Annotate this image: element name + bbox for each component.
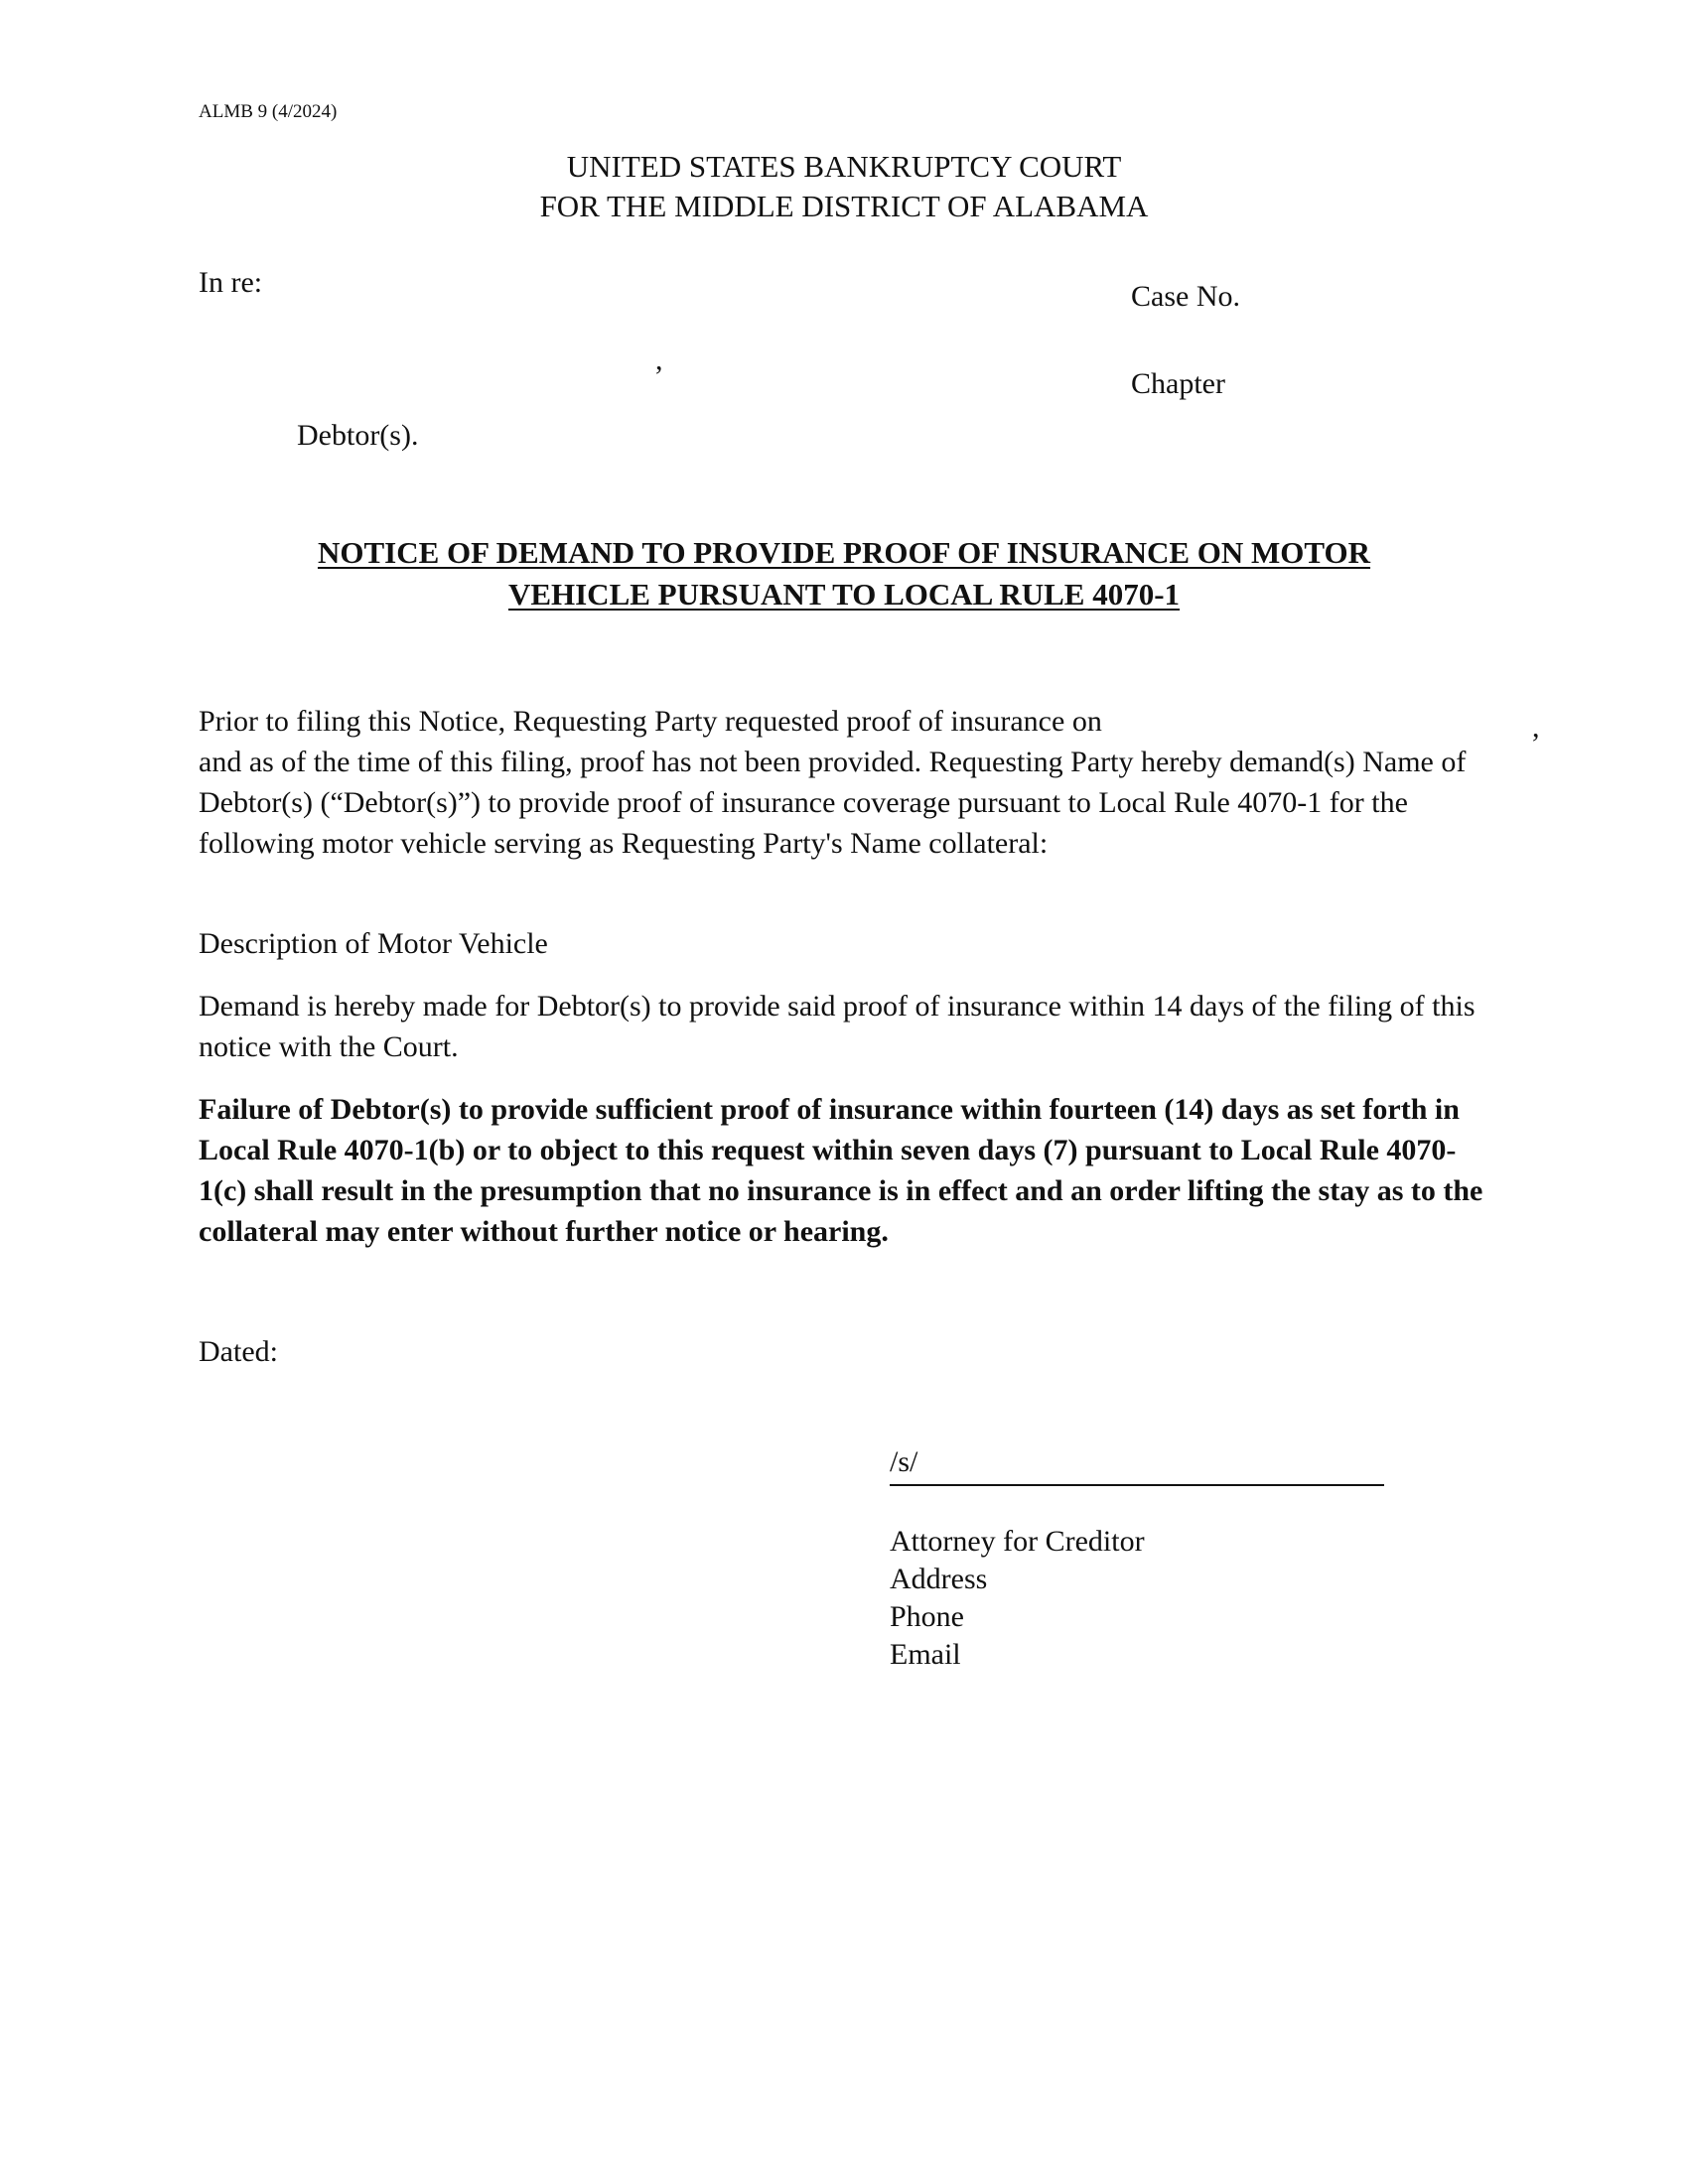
request-paragraph-lead: Prior to filing this Notice, Requesting Party requested proof of insurance on — [199, 705, 1102, 738]
attorney-phone: Phone — [890, 1600, 964, 1633]
attorney-email: Email — [890, 1638, 961, 1671]
attorney-for-creditor: Attorney for Creditor — [890, 1525, 1145, 1558]
debtors-label: Debtor(s). — [297, 419, 419, 452]
court-district: FOR THE MIDDLE DISTRICT OF ALABAMA — [539, 189, 1149, 223]
caption-comma: , — [655, 343, 663, 376]
in-re-label: In re: — [199, 266, 263, 299]
vehicle-description: Description of Motor Vehicle — [199, 927, 548, 960]
demand-paragraph: Demand is hereby made for Debtor(s) to provide said proof of insurance within 14 days of the filing of this notice with the Court. — [199, 990, 1476, 1063]
request-paragraph-comma: , — [1532, 711, 1540, 744]
notice-title-line2: VEHICLE PURSUANT TO LOCAL RULE 4070-1 — [507, 577, 1181, 612]
court-name: UNITED STATES BANKRUPTCY COURT — [566, 149, 1122, 184]
notice-title-line1: NOTICE OF DEMAND TO PROVIDE PROOF OF INSURANCE ON MOTOR — [317, 535, 1371, 570]
notice-title — [0, 532, 1688, 615]
case-number-label: Case No. — [1131, 280, 1240, 313]
signature-prefix: /s/ — [890, 1445, 918, 1478]
signature-line — [890, 1484, 1384, 1486]
attorney-address: Address — [890, 1563, 988, 1595]
warning-paragraph: Failure of Debtor(s) to provide sufficient proof of insurance within fourteen (14) days as set forth in Local Rule 4070-1(b) or to object to this request within seven days (7) pursuant to Local Rule 4070-1(c) shall result in the presumption that no insurance is in effect and an order lifting the stay as to the collateral may enter without further notice or hearing. — [199, 1093, 1483, 1248]
request-paragraph-rest: and as of the time of this filing, proof has not been provided. Requesting Party hereby demand(s) Name of Debtor(s) (“Debtor(s)”) to provide proof of insurance coverage pursuant to Local Rule 4070-1 for the following motor vehicle serving as Requesting Party's Name collateral: — [199, 746, 1467, 860]
dated-label: Dated: — [199, 1335, 278, 1368]
attorney-block — [890, 1523, 1145, 1674]
form-id: ALMB 9 (4/2024) — [199, 101, 338, 122]
request-paragraph — [199, 701, 1509, 864]
chapter-label: Chapter — [1131, 367, 1225, 400]
